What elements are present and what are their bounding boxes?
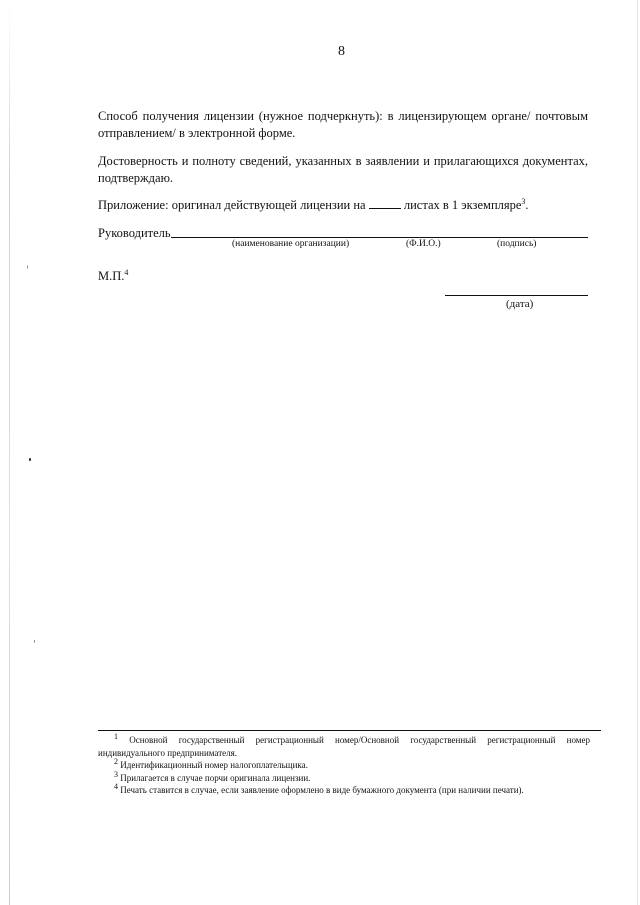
footnote-mark-3: 3	[114, 769, 118, 779]
footnote-ref-3: 3	[521, 196, 526, 206]
footnote-mark-4: 4	[114, 782, 118, 791]
footnote-1	[98, 734, 590, 759]
footnote-text-3: Прилагается в случае порчи оригинала лицензии.	[120, 772, 311, 783]
scan-speck	[27, 265, 28, 269]
attachment-paragraph	[98, 196, 588, 214]
date-caption: (дата)	[506, 298, 534, 310]
caption-organization: (наименование организации)	[232, 239, 350, 249]
confirmation-paragraph: Достоверность и полноту сведений, указанных в заявлении и прилагающихся документах, подтверждаю.	[98, 154, 588, 185]
attachment-prefix: Приложение: оригинал действующей лицензии на	[98, 198, 366, 212]
head-signature-line	[171, 237, 588, 238]
scan-speck	[34, 640, 35, 643]
caption-fio: (Ф.И.О.)	[406, 239, 441, 249]
footnote-text-2: Идентификационный номер налогоплательщика.	[120, 760, 308, 770]
license-method-paragraph: Способ получения лицензии (нужное подчеркнуть): в лицензирующем органе/ почтовым отправлением/ в электронной форме.	[98, 109, 588, 140]
page-number: 8	[338, 44, 345, 59]
caption-signature: (подпись)	[497, 239, 537, 249]
attachment-end: .	[525, 198, 529, 212]
footnote-ref-4: 4	[124, 267, 129, 277]
footnote-4	[98, 784, 590, 797]
footnote-2	[98, 759, 590, 772]
footnote-text-1: Основной государственный регистрационный номер/Основной государственный регистрационный номер индивидуального предпринимателя.	[98, 735, 590, 758]
footnote-mark-2: 2	[114, 757, 118, 766]
footnote-mark-1: 1	[114, 732, 118, 741]
scan-edge-left	[9, 0, 10, 905]
head-label: Руководитель	[98, 226, 171, 240]
date-line	[445, 295, 588, 296]
footnotes	[98, 734, 590, 797]
attachment-suffix: листах в 1 экземпляре	[403, 198, 522, 212]
scan-speck	[29, 458, 31, 461]
footnote-3	[98, 769, 590, 785]
footnote-rule	[98, 730, 601, 731]
scan-edge-right	[637, 0, 638, 905]
footnote-text-4: Печать ставится в случае, если заявление оформлено в виде бумажного документа (при наличии печати).	[120, 785, 524, 795]
sheet-count-blank	[369, 196, 401, 209]
stamp-place	[98, 269, 128, 284]
stamp-label: М.П.	[98, 269, 125, 283]
